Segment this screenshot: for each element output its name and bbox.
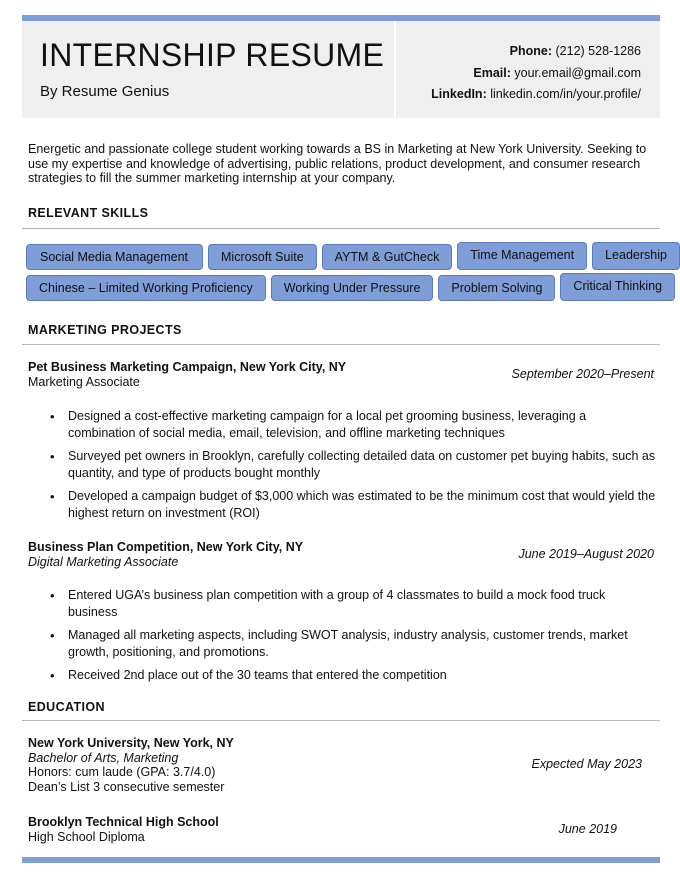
contact-email bbox=[431, 63, 641, 85]
resume-title: INTERNSHIP RESUME bbox=[40, 37, 385, 73]
contact-linkedin-value: linkedin.com/in/your.profile/ bbox=[490, 87, 641, 101]
project-2-bullets bbox=[50, 587, 656, 690]
skills-row-2 bbox=[26, 275, 663, 301]
skill-tag: Leadership bbox=[592, 242, 680, 270]
project-role: Digital Marketing Associate bbox=[28, 554, 179, 569]
skills-section-title: RELEVANT SKILLS bbox=[28, 206, 149, 220]
list-item: • Surveyed pet owners in Brooklyn, carefully collecting detailed data on customer pet buying habits, such as quantity, and type of products bought monthly bbox=[50, 448, 656, 482]
deans-list: Dean’s List 3 consecutive semester bbox=[28, 779, 225, 794]
skills-list bbox=[26, 244, 667, 306]
school-name: Brooklyn Technical High School bbox=[28, 815, 219, 829]
project-title: Business Plan Competition, New York City, NY bbox=[28, 540, 304, 554]
project-date: June 2019–August 2020 bbox=[518, 547, 654, 561]
header-name-block bbox=[22, 21, 394, 118]
list-item: • Managed all marketing aspects, including SWOT analysis, industry analysis, customer trends, market growth, positioning, and promotions. bbox=[50, 627, 656, 661]
skill-tag: Critical Thinking bbox=[560, 273, 675, 301]
education-section-rule bbox=[22, 720, 660, 721]
contact-block bbox=[431, 41, 641, 106]
project-title: Pet Business Marketing Campaign, New York City, NY bbox=[28, 360, 347, 374]
header-divider bbox=[394, 21, 396, 118]
skill-tag: Chinese – Limited Working Proficiency bbox=[26, 275, 266, 301]
skill-tag: Working Under Pressure bbox=[271, 275, 434, 301]
project-1-bullets bbox=[50, 408, 656, 528]
contact-phone bbox=[431, 41, 641, 63]
resume-byline: By Resume Genius bbox=[40, 83, 170, 100]
summary-paragraph: Energetic and passionate college student working towards a BS in Marketing at New York University. Seeking to use my expertise and knowledge of advertising, public relations, product development, and consumer research strategies to fill the summer marketing internship at your company. bbox=[28, 142, 647, 185]
skills-row-1 bbox=[26, 244, 667, 270]
education-section-title: EDUCATION bbox=[28, 700, 105, 714]
contact-email-value: your.email@gmail.com bbox=[514, 65, 641, 80]
skill-tag: Microsoft Suite bbox=[208, 244, 317, 270]
education-date: June 2019 bbox=[558, 822, 617, 836]
skills-section-rule bbox=[22, 228, 660, 229]
education-entry-1 bbox=[28, 736, 642, 794]
project-date: September 2020–Present bbox=[511, 367, 654, 381]
list-item: • Received 2nd place out of the 30 teams that entered the competition bbox=[50, 667, 656, 684]
bottom-accent-bar bbox=[22, 857, 660, 863]
honors: Honors: cum laude (GPA: 3.7/4.0) bbox=[28, 765, 216, 779]
education-date: Expected May 2023 bbox=[531, 757, 642, 771]
project-role: Marketing Associate bbox=[28, 374, 140, 389]
list-item: • Designed a cost-effective marketing campaign for a local pet grooming business, leveraging a combination of social media, email, television, and offline marketing techniques bbox=[50, 408, 656, 442]
contact-linkedin-label: LinkedIn: bbox=[431, 87, 487, 101]
projects-section-title: MARKETING PROJECTS bbox=[28, 323, 182, 337]
contact-phone-label: Phone: bbox=[509, 44, 553, 58]
skill-tag: Social Media Management bbox=[26, 244, 203, 270]
education-entry-2 bbox=[28, 815, 617, 844]
contact-linkedin bbox=[431, 84, 641, 106]
projects-section-rule bbox=[22, 344, 660, 345]
contact-email-label: Email: bbox=[473, 65, 511, 80]
degree: High School Diploma bbox=[28, 829, 145, 844]
list-item: • Entered UGA’s business plan competition with a group of 4 classmates to build a mock food truck business bbox=[50, 587, 656, 621]
contact-phone-value: (212) 528-1286 bbox=[555, 44, 641, 58]
list-item: • Developed a campaign budget of $3,000 which was estimated to be the minimum cost that would yield the highest return on investment (ROI) bbox=[50, 488, 656, 522]
degree: Bachelor of Arts, Marketing bbox=[28, 750, 179, 765]
school-name: New York University, New York, NY bbox=[28, 736, 234, 750]
skill-tag: Time Management bbox=[457, 242, 587, 270]
skill-tag: AYTM & GutCheck bbox=[322, 244, 453, 270]
project-entry-1 bbox=[28, 360, 654, 389]
project-entry-2 bbox=[28, 540, 654, 569]
resume-header bbox=[22, 21, 660, 118]
skill-tag: Problem Solving bbox=[438, 275, 555, 301]
